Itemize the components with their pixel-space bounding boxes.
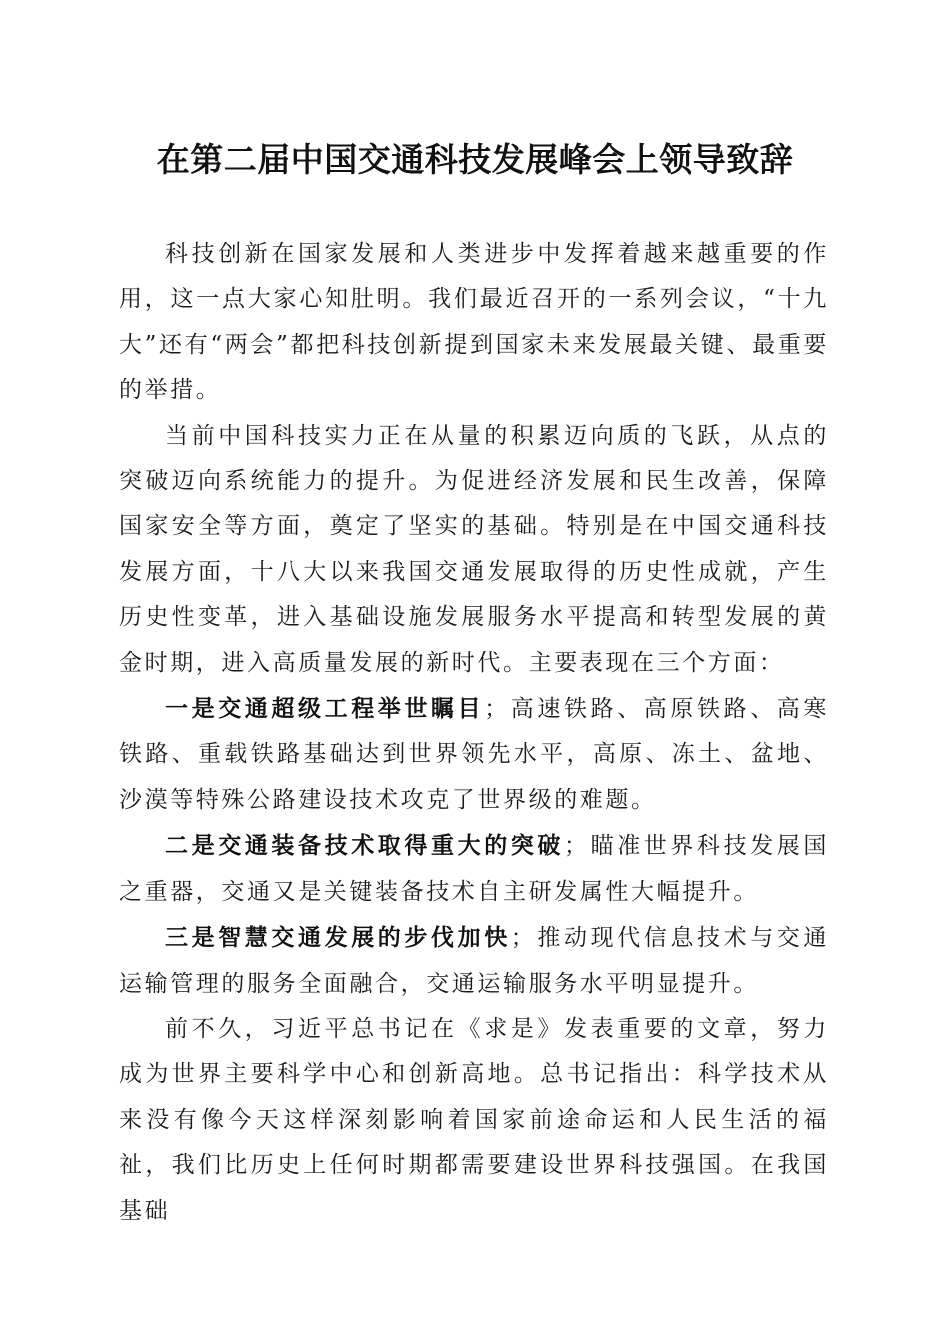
document-body [119, 232, 829, 1234]
paragraph-text: 前不久，习近平总书记在《求是》发表重要的文章，努力成为世界主要科学中心和创新高地。总书记指出：科学技术从来没有像今天这样深刻影响着国家前途命运和人民生活的福祉，我们比历史上任何时期都需要建设世界科技强国。在我国基础 [119, 1015, 829, 1224]
paragraph-lead: 三是智慧交通发展的步伐加快 [165, 924, 511, 952]
paragraph-2 [119, 414, 829, 686]
paragraph-text: 当前中国科技实力正在从量的积累迈向质的飞跃，从点的突破迈向系统能力的提升。为促进经济发展和民生改善，保障国家安全等方面，奠定了坚实的基础。特别是在中国交通科技发展方面，十八大以来我国交通发展取得的历史性成就，产生历史性变革，进入基础设施发展服务水平提高和转型发展的黄金时期，进入高质量发展的新时代。主要表现在三个方面： [119, 422, 829, 676]
paragraph-6 [119, 1007, 829, 1234]
paragraph-4 [119, 823, 829, 915]
paragraph-text: ；高速铁路、高原铁路、高寒铁路、重载铁路基础达到世界领先水平，高原、冻土、盆地、沙漠等特殊公路建设技术攻克了世界级的难题。 [119, 696, 829, 813]
paragraph-5 [119, 915, 829, 1007]
paragraph-lead: 一是交通超级工程举世瞩目 [165, 695, 485, 723]
paragraph-text: ；瞄准世界科技发展国之重器，交通又是关键装备技术自主研发属性大幅提升。 [119, 833, 829, 905]
paragraph-text: ；推动现代信息技术与交通运输管理的服务全面融合，交通运输服务水平明显提升。 [119, 925, 829, 997]
document-title: 在第二届中国交通科技发展峰会上领导致辞 [156, 140, 794, 179]
paragraph-lead: 二是交通装备技术取得重大的突破 [165, 832, 564, 860]
paragraph-1 [119, 232, 829, 414]
paragraph-text: 科技创新在国家发展和人类进步中发挥着越来越重要的作用，这一点大家心知肚明。我们最近召开的一系列会议，“十九大”还有“两会”都把科技创新提到国家未来发展最关键、最重要的举措。 [119, 241, 829, 404]
paragraph-3 [119, 686, 829, 823]
